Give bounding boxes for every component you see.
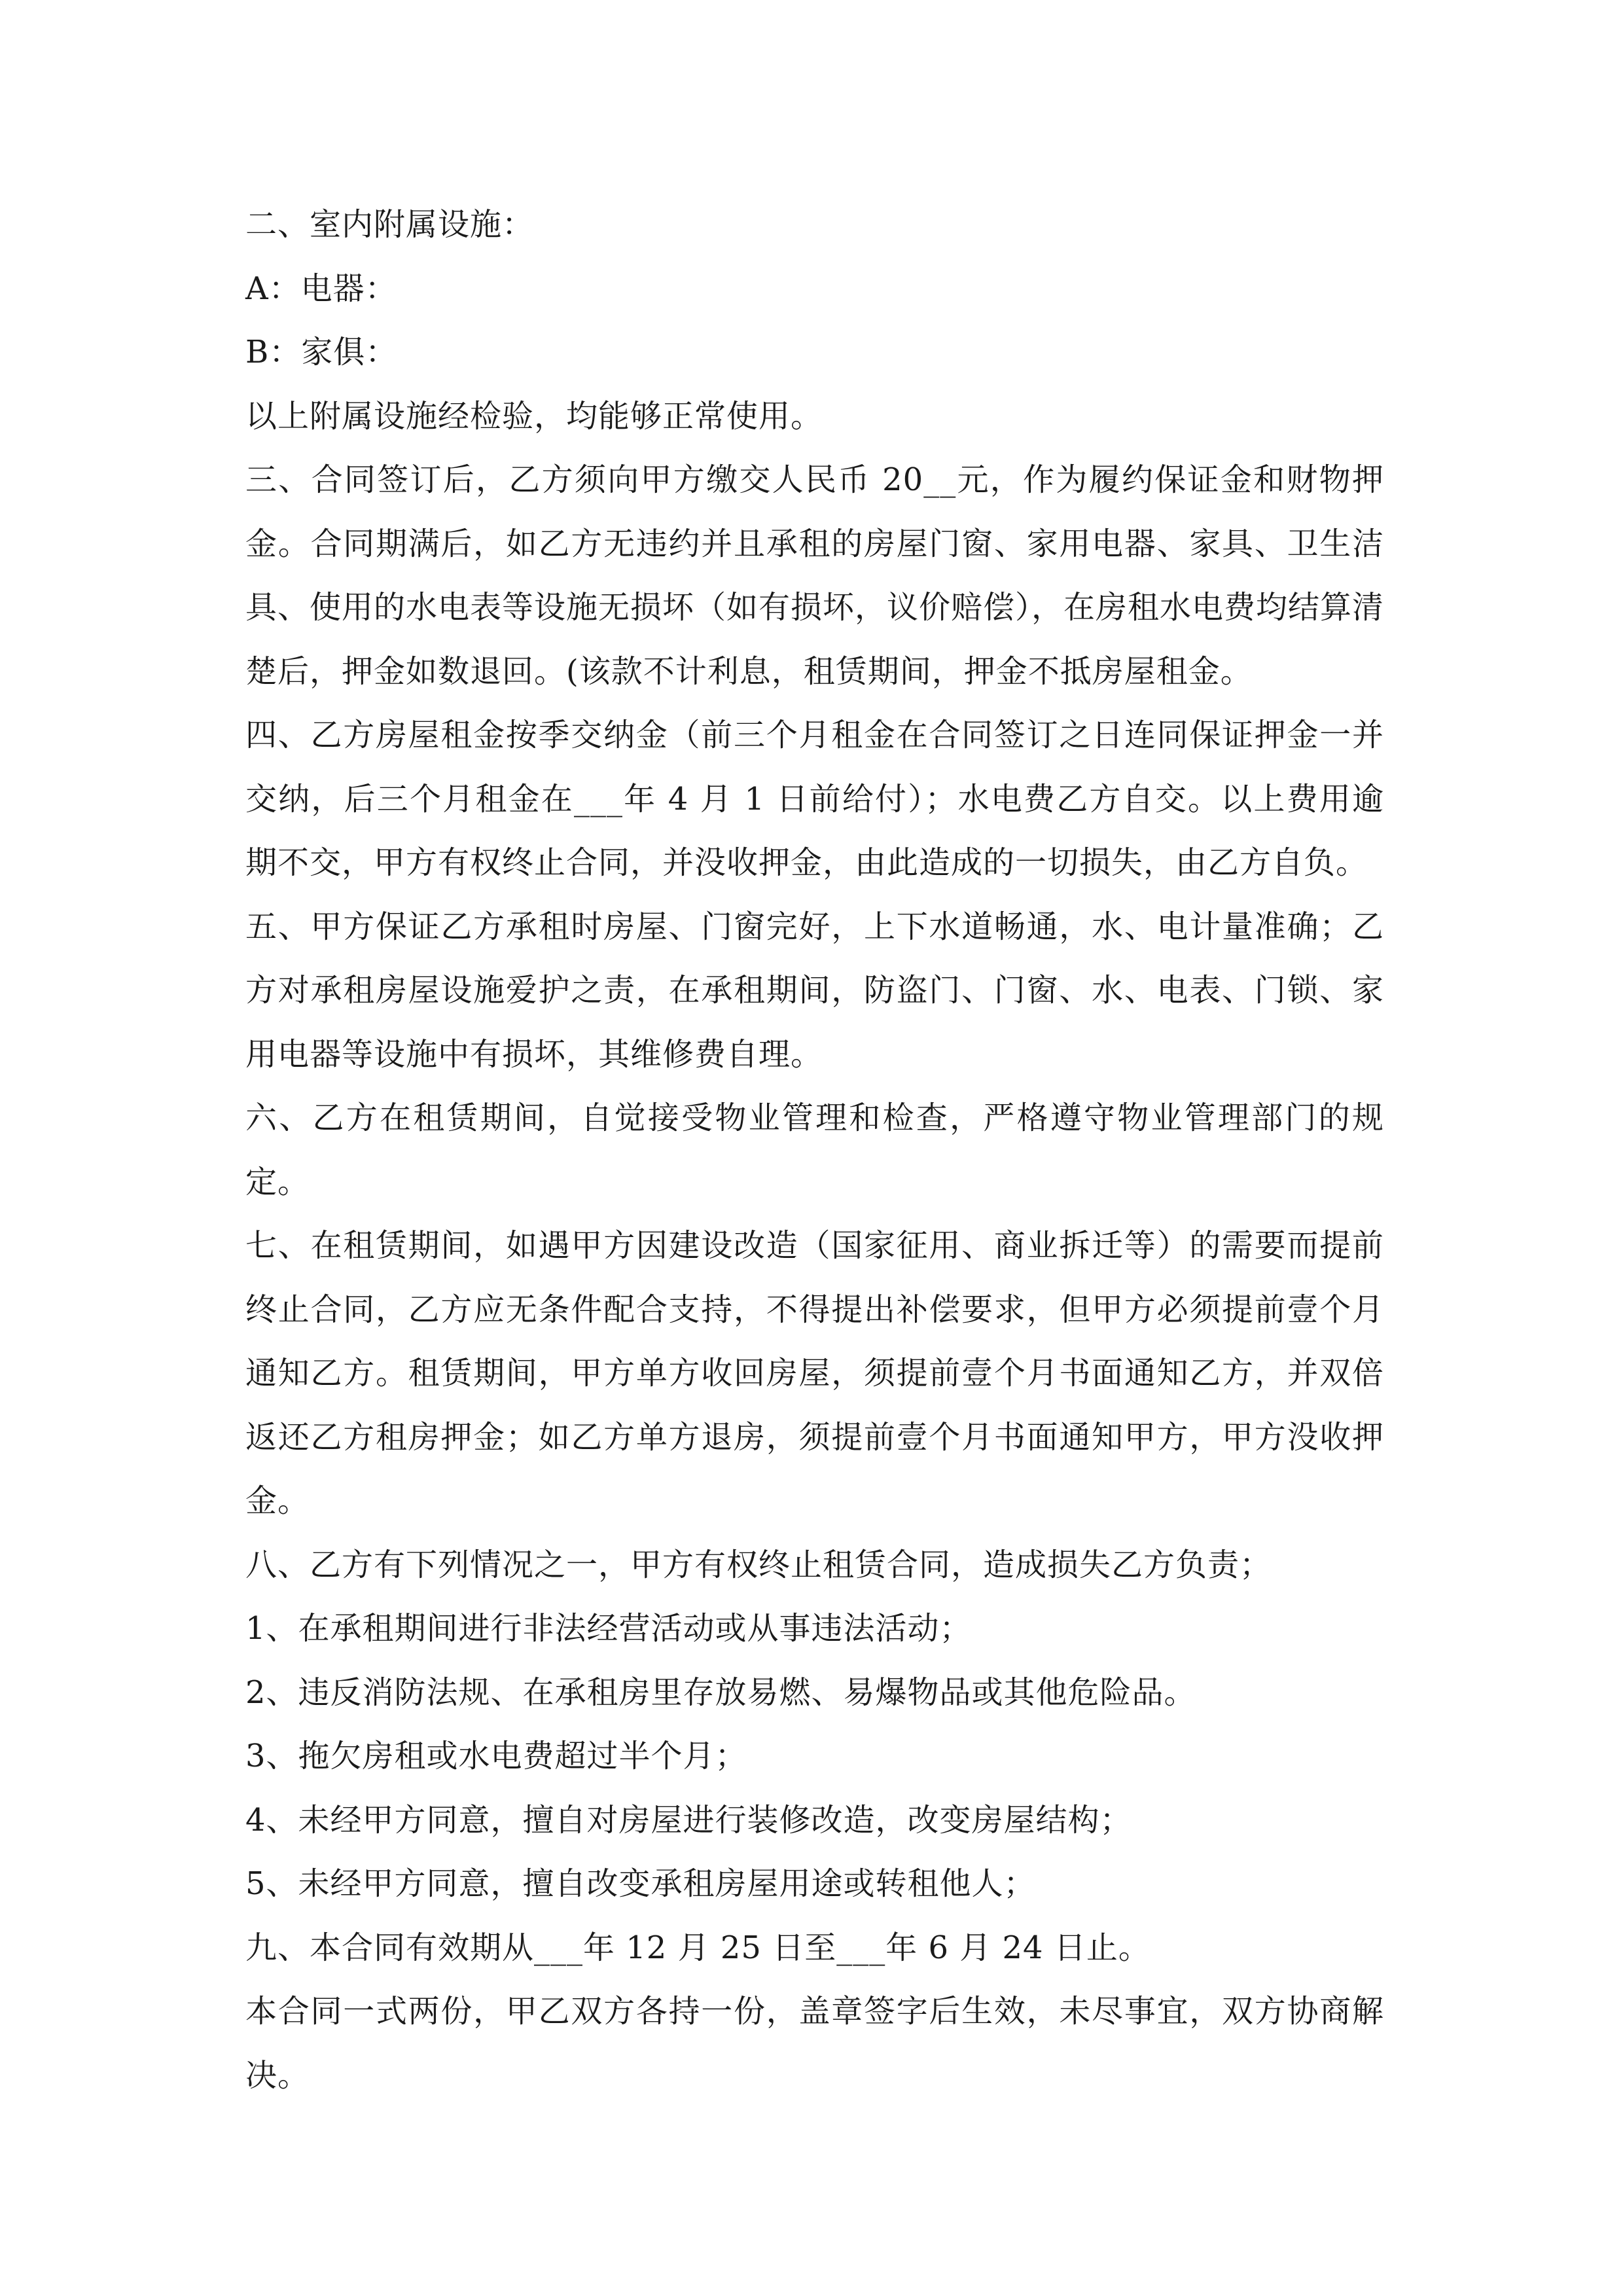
list-item-condition-3: 3、拖欠房租或水电费超过半个月； [245,1738,747,1774]
paragraph-furniture: B：家俱： [245,334,398,370]
list-item-condition-1: 1、在承租期间进行非法经营活动或从事违法活动； [245,1610,972,1647]
list-item-condition-4: 4、未经甲方同意，擅自对房屋进行装修改造，改变房屋结构； [245,1801,1132,1839]
paragraph-section-9-term: 九、本合同有效期从___年 12 月 25 日至___年 6 月 24 日止。 [245,1929,1150,1966]
paragraph-section-6-management: 六、乙方在租赁期间，自觉接受物业管理和检查，严格遵守物业管理部门的规定。 [245,1100,1384,1200]
list-item-condition-2: 2、违反消防法规、在承租房里存放易燃、易爆物品或其他危险品。 [245,1674,1196,1711]
paragraph-section-3-deposit: 三、合同签订后，乙方须向甲方缴交人民币 20__元，作为履约保证金和财物押金。合同期满后，如乙方无违约并且承租的房屋门窗、家用电器、家具、卫生洁具、使用的水电表等设施无损坏（如有损坏，议价赔偿），在房租水电费均结算清楚后，押金如数退回。(该款不计利息，租赁期间，押金不抵房屋租金。 [245,461,1385,690]
paragraph-appliances: A：电器： [245,270,397,307]
paragraph-section-8-conditions: 八、乙方有下列情况之一，甲方有权终止租赁合同，造成损失乙方负责； [245,1546,1272,1583]
paragraph-section-5-guarantee: 五、甲方保证乙方承租时房屋、门窗完好，上下水道畅通，水、电计量准确；乙方对承租房屋设施爱护之责，在承租期间，防盗门、门窗、水、电表、门锁、家用电器等设施中有损坏，其维修费自理。 [245,908,1384,1073]
paragraph-facilities-checked: 以上附属设施经检验，均能够正常使用。 [245,397,823,435]
document-body [245,193,1384,2108]
paragraph-closing: 本合同一式两份，甲乙双方各持一份，盖章签字后生效，未尽事宜，双方协商解决。 [245,1993,1384,2094]
paragraph-section-2-heading: 二、室内附属设施： [245,206,535,243]
paragraph-section-4-rent: 四、乙方房屋租金按季交纳金（前三个月租金在合同签订之日连同保证押金一并交纳，后三个月租金在___年 4 月 1 日前给付）；水电费乙方自交。以上费用逾期不交，甲方有权终止合同，并没收押金，由此造成的一切损失，由乙方自负。 [245,717,1384,881]
list-item-condition-5: 5、未经甲方同意，擅自改变承租房屋用途或转租他人； [245,1865,1036,1902]
paragraph-section-7-termination: 七、在租赁期间，如遇甲方因建设改造（国家征用、商业拆迁等）的需要而提前终止合同，乙方应无条件配合支持，不得提出补偿要求，但甲方必须提前壹个月通知乙方。租赁期间，甲方单方收回房屋，须提前壹个月书面通知乙方，并双倍返还乙方租房押金；如乙方单方退房，须提前壹个月书面通知甲方，甲方没收押金。 [245,1227,1384,1519]
